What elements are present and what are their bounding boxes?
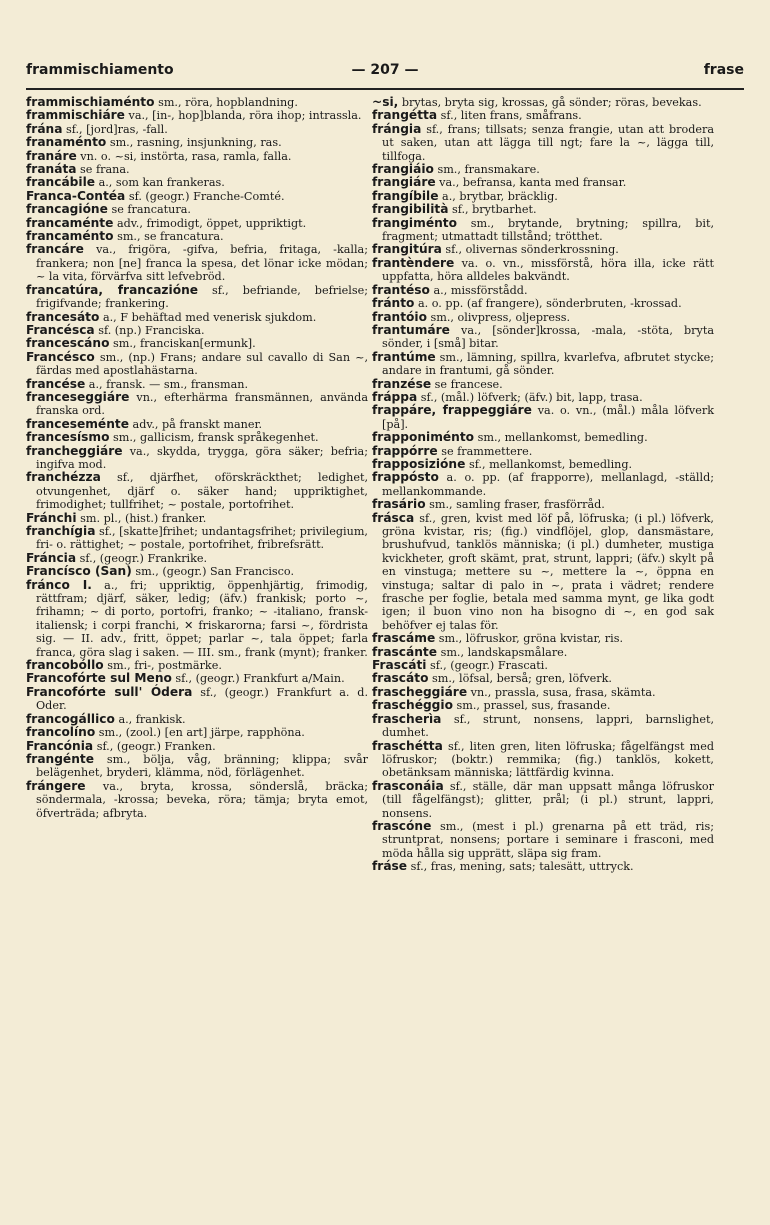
entry-definition: a. o. pp. (af frapporre), mellanlagd, -ställd; mellankommande. bbox=[382, 471, 714, 498]
dictionary-entry bbox=[26, 431, 368, 444]
dictionary-entry bbox=[26, 351, 368, 378]
dictionary-entry bbox=[372, 324, 714, 351]
dictionary-entry bbox=[372, 257, 714, 284]
entry-definition: sf., (geogr.) Franken. bbox=[93, 739, 216, 753]
entry-headword: Frascáti bbox=[372, 658, 427, 673]
entry-headword: franchígia bbox=[26, 524, 96, 538]
dictionary-entry bbox=[26, 96, 368, 109]
dictionary-entry bbox=[372, 123, 714, 163]
dictionary-entry bbox=[26, 512, 368, 525]
entry-definition: sf., befriande, befrielse; frigifvande; frankering. bbox=[36, 283, 368, 311]
entry-headword: frásca bbox=[372, 510, 415, 525]
entry-definition: sm., löfsal, berså; gren, löfverk. bbox=[428, 672, 612, 686]
entry-definition: va., [sönder]krossa, -mala, -stöta, bryta sönder, i [små] bitar. bbox=[382, 323, 714, 351]
dictionary-entry bbox=[26, 217, 368, 230]
dictionary-entry bbox=[26, 740, 368, 753]
entry-headword: frammischiaménto bbox=[26, 95, 155, 109]
entry-definition: va. o. vn., missförstå, höra illa, icke rätt uppfatta, höra alldeles bakvändt. bbox=[382, 256, 714, 284]
entry-definition: vn. o. ~si, instörta, rasa, ramla, falla. bbox=[76, 149, 292, 163]
entry-headword: frasário bbox=[372, 497, 426, 512]
entry-headword: frapposizióne bbox=[372, 456, 466, 471]
entry-headword: franáta bbox=[26, 162, 77, 177]
entry-definition: sf., liten frans, småfrans. bbox=[437, 109, 582, 123]
dictionary-entry bbox=[26, 150, 368, 163]
dictionary-entry bbox=[372, 780, 714, 820]
dictionary-entry bbox=[26, 337, 368, 350]
entry-definition: sf., [jord]ras, -fall. bbox=[62, 122, 168, 136]
entry-definition: va., bryta, krossa, sönderslå, bräcka; söndermala, -krossa; beveka, röra; tämja; bryta emot, öfverträda; afbryta. bbox=[36, 779, 368, 820]
entry-definition: sm., (mest i pl.) grenarna på ett träd, ris; struntprat, nonsens; portare i seminare i frasconi, med möda hålla sig upprätt, släpa sig fram. bbox=[382, 819, 714, 860]
entry-headword: franaménto bbox=[26, 135, 107, 150]
entry-definition: a., som kan frankeras. bbox=[95, 176, 225, 190]
entry-headword: franceseggiáre bbox=[26, 389, 130, 404]
entry-definition: a., frankisk. bbox=[114, 712, 186, 726]
dictionary-entry bbox=[26, 203, 368, 216]
entry-definition: sm., franciskan[ermunk]. bbox=[109, 337, 256, 351]
entry-definition: sf., brytbarhet. bbox=[448, 203, 537, 217]
entry-definition: a., fri; uppriktig, öppenhjärtig, frimodig, rättfram; djärf, säker, ledig; (äfv.) frankisk; porto ~, frihamn; ~ di porto, portofri, franko; ~ -italiano, fransk-italiensk; i corpi franchi, ✕ friskarorna; farsi ~, fördrista sig. — II. adv., fritt, öppet; parlar ~, tala öppet; farla franca, göra slag i saken. — III. sm., frank (mynt); franker. bbox=[36, 578, 368, 659]
entry-headword: franáre bbox=[26, 148, 77, 163]
entry-definition: a., brytbar, bräcklig. bbox=[438, 189, 558, 203]
dictionary-entry bbox=[372, 176, 714, 189]
entry-headword: frascheggiáre bbox=[372, 684, 468, 699]
dictionary-entry bbox=[26, 418, 368, 431]
entry-definition: vn., prassla, susa, frasa, skämta. bbox=[467, 685, 656, 699]
dictionary-entry bbox=[372, 512, 714, 633]
entry-definition: sf., (geogr.) Frankrike. bbox=[76, 551, 208, 565]
entry-definition: sm., bölja, våg, bränning; klippa; svår belägenhet, bryderi, klämma, nöd, förlägenhet. bbox=[36, 752, 368, 780]
dictionary-entry bbox=[372, 378, 714, 391]
entry-headword: frantèndere bbox=[372, 255, 455, 270]
left-column bbox=[26, 96, 368, 820]
dictionary-entry bbox=[26, 284, 368, 311]
entry-definition: sf. (np.) Franciska. bbox=[94, 323, 205, 337]
entry-definition: sm., fransmakare. bbox=[433, 163, 540, 177]
entry-headword: frangitúra bbox=[372, 242, 442, 257]
entry-definition: a., F behäftad med venerisk sjukdom. bbox=[99, 310, 317, 324]
dictionary-entry bbox=[26, 378, 368, 391]
entry-definition: adv., frimodigt, öppet, uppriktigt. bbox=[113, 216, 307, 230]
dictionary-entry bbox=[26, 713, 368, 726]
dictionary-entry bbox=[372, 686, 714, 699]
entry-headword: frangiáre bbox=[372, 175, 436, 190]
entry-definition: sm., lämning, spillra, kvarlefva, afbrutet stycke; andare in frantumi, gå sönder. bbox=[382, 350, 714, 378]
entry-headword: Fránchi bbox=[26, 510, 77, 525]
entry-definition: sf., (geogr.) Frascati. bbox=[426, 659, 548, 673]
entry-headword: frascáme bbox=[372, 631, 436, 646]
entry-definition: sm., landskapsmålare. bbox=[437, 645, 568, 659]
header-last-word: frase bbox=[703, 62, 744, 78]
entry-headword: franchézza bbox=[26, 470, 101, 485]
entry-headword: frangétta bbox=[372, 108, 438, 123]
entry-definition: sm., röra, hopblandning. bbox=[154, 96, 298, 109]
entry-headword: fránto bbox=[372, 296, 415, 311]
dictionary-entry bbox=[26, 109, 368, 122]
entry-headword: Francésco bbox=[26, 349, 95, 364]
entry-definition: sf., olivernas sönderkrossning. bbox=[441, 243, 619, 257]
entry-definition: sm., (np.) Frans; andare sul cavallo di San ~, färdas med apostlahästarna. bbox=[36, 350, 368, 378]
entry-headword: francobóllo bbox=[26, 658, 104, 673]
entry-definition: sm., prassel, sus, frasande. bbox=[452, 699, 611, 713]
entry-definition: a., fransk. — sm., fransman. bbox=[85, 377, 249, 391]
entry-headword: frammischiáre bbox=[26, 108, 125, 123]
entry-headword: frappórre bbox=[372, 443, 438, 458]
dictionary-entry bbox=[372, 740, 714, 780]
entry-headword: fráppa bbox=[372, 389, 418, 404]
entry-definition: sf., frans; tillsats; senza frangie, utan att brodera ut saken, utan att lägga till ngt; fare la ~, lägga till, tillfoga. bbox=[382, 122, 714, 163]
entry-definition: sm., mellankomst, bemedling. bbox=[474, 431, 648, 445]
dictionary-entry bbox=[372, 713, 714, 740]
dictionary-entry bbox=[26, 176, 368, 189]
entry-definition: sm., se francatura. bbox=[113, 230, 224, 244]
entry-headword: frappáre, frappeggiáre bbox=[372, 403, 532, 418]
entry-headword: francáre bbox=[26, 242, 84, 257]
dictionary-entry bbox=[372, 190, 714, 203]
dictionary-entry bbox=[372, 96, 714, 109]
dictionary-entry bbox=[372, 109, 714, 122]
dictionary-entry bbox=[372, 659, 714, 672]
entry-headword: franzése bbox=[372, 376, 432, 391]
entry-headword: francolíno bbox=[26, 725, 96, 740]
entry-definition: sf., djärfhet, oförskräckthet; ledighet, otvungenhet, djärf o. säker hand; uppriktighet, frimodighet; tullfrihet; ~ postale, portofrihet. bbox=[36, 471, 368, 512]
dictionary-entry bbox=[26, 243, 368, 283]
dictionary-entry bbox=[26, 780, 368, 820]
entry-definition: va. o. vn., (mål.) måla löfverk [på]. bbox=[382, 404, 714, 431]
entry-definition: a. o. pp. (af frangere), sönderbruten, -krossad. bbox=[414, 297, 682, 311]
dictionary-entry bbox=[26, 324, 368, 337]
entry-headword: fráse bbox=[372, 859, 408, 874]
page-number: — 207 — bbox=[351, 62, 419, 78]
page-header bbox=[26, 62, 744, 84]
entry-definition: sf., gren, kvist med löf på, löfruska; (i pl.) löfverk, gröna kvistar, ris; (fig.) vindflöjel, glop, dansmästare, brushufvud, tanklös människa; (i pl.) dumheter, mustiga kvickheter, groft skämt, prat, strunt, lappri; (äfv.) skylt på en vinstuga; mettere su ~, mettere la ~, öppna en vinstuga; saltar di palo in ~, prata i vädret; rendere frasche per foglie, betala med samma mynt, ge lika godt igen; il buon vino non ha bisogno di ~, en god sak behöfver ej talas för. bbox=[382, 511, 714, 632]
entry-definition: sf., (mål.) löfverk; (äfv.) bit, lapp, trasa. bbox=[417, 390, 643, 404]
dictionary-entry bbox=[26, 190, 368, 203]
entry-headword: Franca-Contéa bbox=[26, 188, 126, 203]
dictionary-entry bbox=[372, 632, 714, 645]
entry-definition: va., skydda, trygga, göra säker; befria; ingifva mod. bbox=[36, 444, 368, 471]
entry-headword: fránco I. bbox=[26, 577, 92, 592]
entry-definition: se frammettere. bbox=[437, 444, 533, 458]
entry-headword: ~si, bbox=[372, 95, 399, 109]
entry-headword: frángere bbox=[26, 778, 86, 793]
entry-headword: francatúra, francazióne bbox=[26, 282, 199, 297]
dictionary-entry bbox=[372, 243, 714, 256]
right-column bbox=[372, 96, 714, 874]
entry-definition: sm., gallicism, fransk språkegenhet. bbox=[109, 431, 319, 445]
entry-definition: se francatura. bbox=[107, 203, 191, 217]
entry-headword: Francísco (San) bbox=[26, 564, 132, 579]
entry-definition: va., frigöra, -gifva, befria, fritaga, -kalla; frankera; non [ne] franca la spesa, det lönar icke mödan; ~ la vita, förvärfva sitt lefvebröd. bbox=[36, 243, 368, 284]
header-first-word: frammischiamento bbox=[26, 62, 174, 78]
entry-definition: va., befransa, kanta med fransar. bbox=[435, 176, 627, 190]
entry-headword: frangiáio bbox=[372, 162, 434, 177]
entry-headword: fraschéggio bbox=[372, 698, 453, 713]
dictionary-entry bbox=[26, 686, 368, 713]
entry-headword: Francésca bbox=[26, 322, 95, 337]
entry-headword: frangiménto bbox=[372, 215, 457, 230]
dictionary-entry bbox=[372, 445, 714, 458]
dictionary-entry bbox=[26, 163, 368, 176]
entry-headword: frángia bbox=[372, 121, 422, 136]
dictionary-entry bbox=[26, 552, 368, 565]
entry-headword: francescáno bbox=[26, 336, 110, 351]
entry-headword: frascherìa bbox=[372, 711, 442, 726]
entry-headword: Francofórte sul Meno bbox=[26, 671, 172, 686]
dictionary-entry bbox=[372, 217, 714, 244]
entry-definition: sf., (geogr.) Frankfurt a/Main. bbox=[171, 672, 345, 686]
entry-headword: frasconáia bbox=[372, 778, 444, 793]
dictionary-entry bbox=[26, 445, 368, 472]
entry-headword: francogállico bbox=[26, 711, 115, 726]
entry-headword: francaménte bbox=[26, 215, 114, 230]
dictionary-entry bbox=[372, 458, 714, 471]
entry-headword: frána bbox=[26, 121, 63, 136]
entry-definition: sm., (geogr.) San Francisco. bbox=[131, 565, 295, 579]
entry-headword: francábile bbox=[26, 175, 96, 190]
dictionary-entry bbox=[372, 297, 714, 310]
entry-definition: sm., rasning, insjunkning, ras. bbox=[106, 136, 282, 150]
entry-headword: francheggiáre bbox=[26, 443, 123, 458]
entry-definition: sm., samling fraser, frasförråd. bbox=[425, 498, 605, 512]
dictionary-entry bbox=[372, 351, 714, 378]
dictionary-entry bbox=[26, 391, 368, 418]
entry-definition: va., [in-, hop]blanda, röra ihop; intrassla. bbox=[124, 109, 362, 123]
dictionary-entry bbox=[372, 860, 714, 873]
dictionary-entry bbox=[26, 230, 368, 243]
entry-definition: sm., olivpress, oljepress. bbox=[426, 310, 571, 324]
dictionary-entry bbox=[372, 311, 714, 324]
dictionary-entry bbox=[26, 579, 368, 659]
dictionary-entry bbox=[372, 471, 714, 498]
entry-headword: Francofórte sull' Ódera bbox=[26, 684, 193, 699]
entry-definition: sm., fri-, postmärke. bbox=[103, 659, 222, 673]
dictionary-entry bbox=[26, 565, 368, 578]
entry-headword: frappósto bbox=[372, 470, 439, 485]
entry-headword: francesáto bbox=[26, 309, 100, 324]
dictionary-entry bbox=[372, 699, 714, 712]
dictionary-entry bbox=[26, 525, 368, 552]
entry-headword: frangénte bbox=[26, 751, 94, 766]
entry-headword: fraschétta bbox=[372, 738, 443, 753]
dictionary-entry bbox=[372, 431, 714, 444]
dictionary-entry bbox=[26, 726, 368, 739]
dictionary-entry bbox=[372, 203, 714, 216]
entry-headword: frascánte bbox=[372, 644, 438, 659]
entry-definition: sm., löfruskor, gröna kvistar, ris. bbox=[435, 632, 623, 646]
dictionary-entry bbox=[372, 404, 714, 431]
entry-definition: sm., brytande, brytning; spillra, bit, fragment; utmattadt tillstånd; trötthet. bbox=[382, 216, 714, 244]
entry-definition: sf., mellankomst, bemedling. bbox=[465, 457, 633, 471]
entry-definition: sm., (zool.) [en art] järpe, rapphöna. bbox=[95, 726, 305, 740]
entry-definition: sf., [skatte]frihet; undantagsfrihet; privilegium, fri- o. rättighet; ~ postale, portofrihet, fribrefsrätt. bbox=[36, 525, 368, 552]
entry-headword: frantumáre bbox=[372, 322, 450, 337]
entry-headword: frantóio bbox=[372, 309, 427, 324]
entry-headword: francése bbox=[26, 376, 86, 391]
entry-definition: brytas, bryta sig, krossas, gå sönder; röras, bevekas. bbox=[398, 96, 702, 109]
entry-definition: adv., på franskt maner. bbox=[128, 417, 263, 431]
entry-definition: sf., fras, mening, sats; talesätt, uttryck. bbox=[407, 860, 634, 874]
entry-definition: sm. pl., (hist.) franker. bbox=[76, 511, 207, 525]
dictionary-entry bbox=[26, 471, 368, 511]
entry-headword: franceseménte bbox=[26, 416, 129, 431]
dictionary-entry bbox=[372, 498, 714, 511]
dictionary-entry bbox=[372, 284, 714, 297]
dictionary-entry bbox=[372, 391, 714, 404]
entry-headword: frangíbile bbox=[372, 188, 439, 203]
dictionary-entry bbox=[26, 136, 368, 149]
header-rule bbox=[26, 88, 744, 90]
entry-headword: francaménto bbox=[26, 229, 114, 244]
entry-definition: sf., ställe, där man uppsatt många löfruskor (till fågelfängst); glitter, prål; (i pl.) strunt, lappri, nonsens. bbox=[382, 779, 714, 820]
entry-headword: Fráncia bbox=[26, 550, 77, 565]
entry-definition: vn., efterhärma fransmännen, använda franska ord. bbox=[36, 390, 368, 418]
entry-definition: sf., strunt, nonsens, lappri, barnslighet, dumhet. bbox=[382, 712, 714, 740]
dictionary-entry bbox=[372, 163, 714, 176]
entry-definition: a., missförstådd. bbox=[429, 283, 528, 297]
dictionary-entry bbox=[372, 672, 714, 685]
entry-headword: francesísmo bbox=[26, 430, 110, 445]
entry-definition: sf., (geogr.) Frankfurt a. d. Oder. bbox=[36, 685, 369, 713]
dictionary-entry bbox=[26, 672, 368, 685]
entry-headword: frascáto bbox=[372, 671, 429, 686]
entry-headword: frantéso bbox=[372, 282, 430, 297]
dictionary-entry bbox=[26, 123, 368, 136]
entry-headword: Francónia bbox=[26, 738, 94, 753]
entry-definition: sf., liten gren, liten löfruska; fågelfängst med löfruskor; (boktr.) remmika; (fig.) tanklös, kokett, obetänksam människa; lättfärdig kvinna. bbox=[382, 739, 714, 780]
entry-definition: se francese. bbox=[431, 377, 503, 391]
entry-headword: frapponiménto bbox=[372, 430, 475, 445]
dictionary-entry bbox=[26, 659, 368, 672]
entry-headword: frangibilità bbox=[372, 202, 449, 217]
entry-headword: frascóne bbox=[372, 818, 432, 833]
entry-definition: se frana. bbox=[76, 163, 130, 177]
dictionary-entry bbox=[372, 820, 714, 860]
dictionary-entry bbox=[26, 753, 368, 780]
dictionary-entry bbox=[372, 646, 714, 659]
dictionary-entry bbox=[26, 311, 368, 324]
entry-definition: sf. (geogr.) Franche-Comté. bbox=[125, 189, 285, 203]
entry-headword: frantúme bbox=[372, 349, 436, 364]
entry-headword: francagióne bbox=[26, 202, 108, 217]
